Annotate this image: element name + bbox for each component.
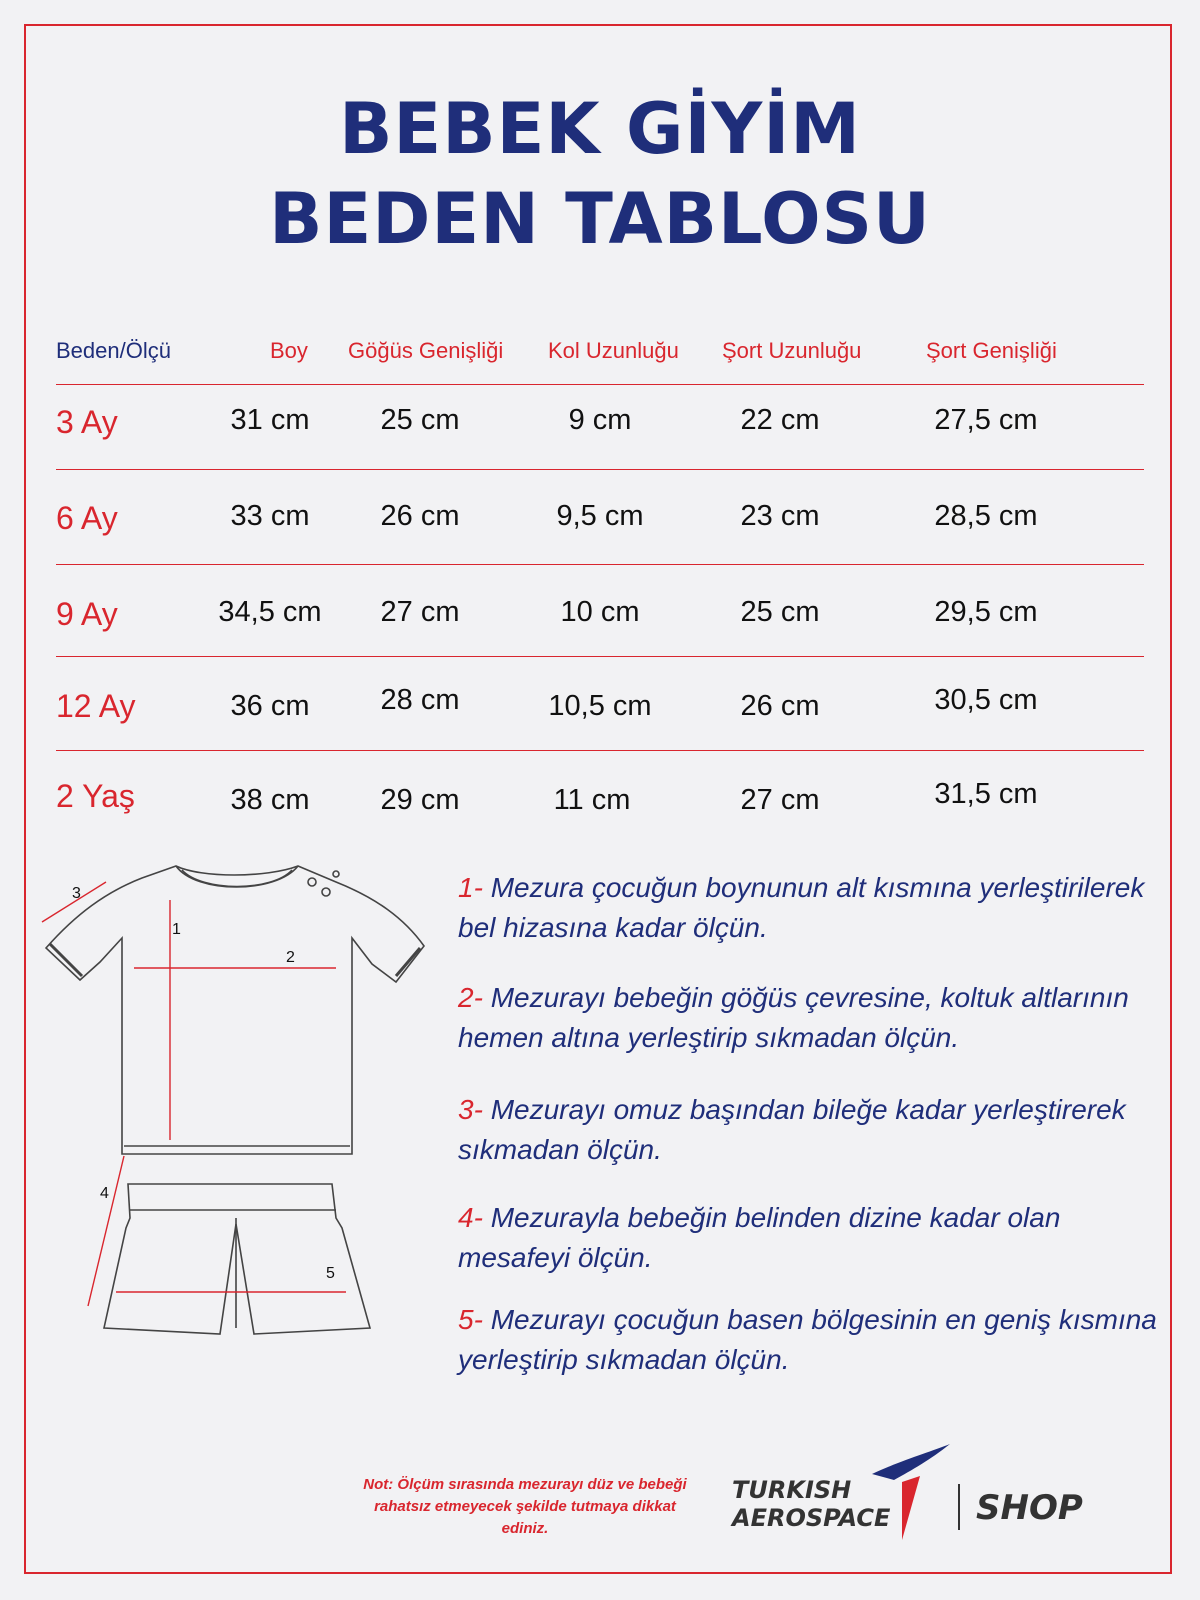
instruction-item: [458, 978, 1158, 1058]
sleeve-value: 11 cm: [553, 784, 631, 816]
sleeve-value: 9,5 cm: [556, 500, 644, 532]
measurement-diagram: [36, 858, 436, 1478]
diagram-label-5: 5: [326, 1265, 335, 1282]
shorts-length-value: 25 cm: [740, 596, 820, 628]
table-divider: [56, 384, 1144, 385]
column-header-shorts-width: Şort Genişliği: [926, 338, 1057, 363]
instruction-item: [458, 1198, 1158, 1278]
instruction-number: 1-: [458, 872, 483, 903]
shorts-icon: [104, 1184, 370, 1334]
instruction-item: [458, 868, 1158, 948]
size-label: 3 Ay: [56, 404, 118, 440]
measure-lines: [42, 882, 346, 1306]
instruction-text: Mezurayla bebeğin belinden dizine kadar olan mesafeyi ölçün.: [458, 1202, 1061, 1273]
size-label: 6 Ay: [56, 500, 118, 536]
instruction-text: Mezura çocuğun boynunun alt kısmına yerleştirilerek bel hizasına kadar ölçün.: [458, 872, 1145, 943]
chest-value: 29 cm: [380, 784, 460, 816]
chest-value: 25 cm: [380, 404, 460, 436]
table-divider: [56, 750, 1144, 751]
diagram-label-4: 4: [100, 1185, 109, 1202]
swoosh-logo-icon: [872, 1440, 952, 1540]
shorts-length-value: 23 cm: [740, 500, 820, 532]
brand-divider: [958, 1484, 960, 1530]
sleeve-value: 10 cm: [560, 596, 640, 628]
height-value: 36 cm: [230, 690, 310, 722]
shorts-width-value: 28,5 cm: [934, 500, 1038, 532]
height-value: 31 cm: [230, 404, 310, 436]
height-value: 38 cm: [230, 784, 310, 816]
chest-value: 26 cm: [380, 500, 460, 532]
instruction-text: Mezurayı bebeğin göğüs çevresine, koltuk altlarının hemen altına yerleştirip sıkmadan ölçün.: [458, 982, 1129, 1053]
instruction-number: 5-: [458, 1304, 483, 1335]
size-label: 12 Ay: [56, 688, 136, 724]
instruction-number: 3-: [458, 1094, 483, 1125]
table-divider: [56, 656, 1144, 657]
shorts-width-value: 31,5 cm: [934, 778, 1038, 810]
chest-value: 27 cm: [380, 596, 460, 628]
page-title-line1: BEBEK GİYİM: [339, 88, 861, 170]
instruction-item: [458, 1300, 1158, 1380]
chest-value: 28 cm: [380, 684, 460, 716]
sleeve-value: 9 cm: [568, 404, 632, 436]
instruction-number: 2-: [458, 982, 483, 1013]
column-header-height: Boy: [270, 338, 308, 363]
diagram-label-3: 3: [72, 885, 81, 902]
instruction-text: Mezurayı çocuğun basen bölgesinin en geniş kısmına yerleştirip sıkmadan ölçün.: [458, 1304, 1157, 1375]
footnote: Not: Ölçüm sırasında mezurayı düz ve bebeği rahatsız etmeyecek şekilde tutmaya dikkat ediniz.: [363, 1476, 687, 1537]
size-label: 9 Ay: [56, 596, 118, 632]
diagram-label-2: 2: [286, 949, 295, 966]
size-label: 2 Yaş: [56, 778, 135, 814]
instruction-item: [458, 1090, 1158, 1170]
height-value: 33 cm: [230, 500, 310, 532]
instruction-text: Mezurayı omuz başından bileğe kadar yerleştirerek sıkmadan ölçün.: [458, 1094, 1126, 1165]
height-value: 34,5 cm: [218, 596, 322, 628]
shorts-length-value: 26 cm: [740, 690, 820, 722]
shorts-width-value: 30,5 cm: [934, 684, 1038, 716]
brand-line1: TURKISH: [732, 1476, 852, 1504]
shorts-width-value: 29,5 cm: [934, 596, 1038, 628]
page-title-line2: BEDEN TABLOSU: [269, 178, 931, 260]
diagram-label-1: 1: [172, 921, 181, 938]
column-header-shorts-length: Şort Uzunluğu: [722, 338, 862, 363]
table-divider: [56, 564, 1144, 565]
shop-label: SHOP: [976, 1488, 1083, 1528]
brand-line2: AEROSPACE: [732, 1504, 891, 1532]
table-divider: [56, 469, 1144, 470]
column-header-size: Beden/Ölçü: [56, 338, 171, 363]
shorts-length-value: 22 cm: [740, 404, 820, 436]
instruction-number: 4-: [458, 1202, 483, 1233]
brand-logo: [732, 1476, 890, 1532]
shorts-width-value: 27,5 cm: [934, 404, 1038, 436]
sleeve-value: 10,5 cm: [548, 690, 652, 722]
tshirt-icon: [46, 866, 424, 1154]
shorts-length-value: 27 cm: [740, 784, 820, 816]
column-header-chest: Göğüs Genişliği: [348, 338, 504, 363]
column-header-sleeve: Kol Uzunluğu: [548, 338, 679, 363]
